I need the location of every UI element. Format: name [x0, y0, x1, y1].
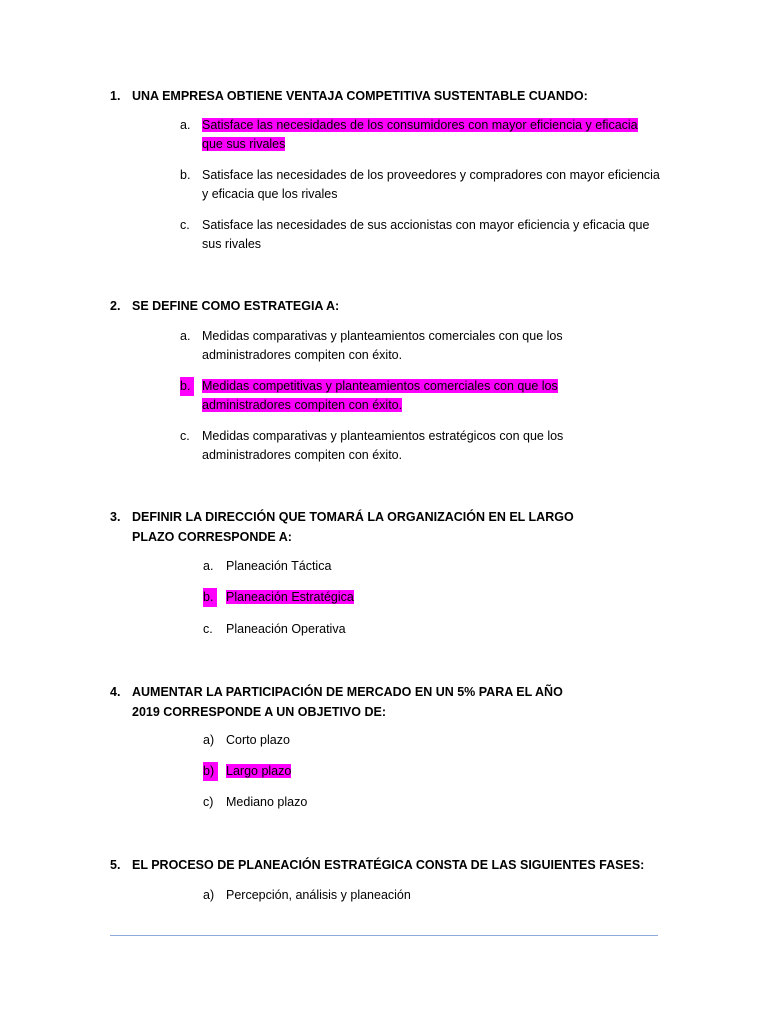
option-2b [180, 377, 600, 415]
option-4b [203, 762, 503, 781]
option-text-highlighted: Planeación Estratégica [226, 590, 354, 604]
option-letter: a) [203, 888, 215, 902]
option-5a [203, 886, 523, 905]
option-1a [180, 116, 660, 154]
option-letter: c. [180, 429, 190, 443]
question-text: UNA EMPRESA OBTIENE VENTAJA COMPETITIVA SUSTENTABLE CUANDO: [132, 89, 588, 103]
option-text: Medidas comparativas y planteamientos estratégicos con que los administradores compiten con éxito. [202, 429, 564, 462]
question-number: 4. [110, 685, 121, 699]
question-number: 1. [110, 89, 121, 103]
option-2c [180, 427, 600, 465]
option-text: Medidas comparativas y planteamientos comerciales con que los administradores compiten con éxito. [202, 329, 563, 362]
option-3b [203, 588, 503, 607]
question-3 [110, 507, 610, 547]
option-letter: c) [203, 795, 214, 809]
question-number: 3. [110, 510, 121, 524]
option-text: Planeación Táctica [226, 559, 332, 573]
option-letter: a. [180, 329, 191, 343]
option-letter: c. [180, 218, 190, 232]
option-4c [203, 793, 503, 812]
option-text: Planeación Operativa [226, 622, 346, 636]
option-text-highlighted: Medidas competitivas y planteamientos comerciales con que los administradores compiten con éxito. [202, 379, 558, 412]
option-letter: a. [180, 118, 191, 132]
question-number: 2. [110, 299, 121, 313]
question-5 [110, 855, 670, 875]
option-letter: b. [180, 168, 191, 182]
option-text: Percepción, análisis y planeación [226, 888, 411, 902]
question-text: EL PROCESO DE PLANEACIÓN ESTRATÉGICA CONSTA DE LAS SIGUIENTES FASES: [132, 858, 645, 872]
question-number: 5. [110, 858, 121, 872]
option-letter: b. [203, 588, 217, 607]
question-2 [110, 296, 670, 316]
option-letter: c. [203, 622, 213, 636]
question-text: SE DEFINE COMO ESTRATEGIA A: [132, 299, 340, 313]
option-text: Satisface las necesidades de sus accionistas con mayor eficiencia y eficacia que sus rivales [202, 218, 650, 251]
question-text: DEFINIR LA DIRECCIÓN QUE TOMARÁ LA ORGANIZACIÓN EN EL LARGO PLAZO CORRESPONDE A: [132, 510, 574, 544]
option-text-highlighted: Largo plazo [226, 764, 292, 778]
option-3a [203, 557, 503, 576]
option-text-highlighted: Satisface las necesidades de los consumidores con mayor eficiencia y eficacia que sus rivales [202, 118, 638, 151]
option-3c [203, 620, 503, 639]
option-letter: b) [203, 762, 218, 781]
option-4a [203, 731, 503, 750]
option-1c [180, 216, 660, 254]
option-letter: b. [180, 377, 194, 396]
option-text: Satisface las necesidades de los proveedores y compradores con mayor eficiencia y eficacia que los rivales [202, 168, 660, 201]
option-text: Corto plazo [226, 733, 290, 747]
option-2a [180, 327, 600, 365]
option-letter: a) [203, 733, 215, 747]
question-1 [110, 86, 670, 106]
option-1b [180, 166, 660, 204]
question-text: AUMENTAR LA PARTICIPACIÓN DE MERCADO EN UN 5% PARA EL AÑO 2019 CORRESPONDE A UN OBJETIVO DE: [132, 685, 563, 719]
footer-divider [110, 935, 658, 936]
question-4 [110, 682, 590, 722]
option-text: Mediano plazo [226, 795, 308, 809]
option-letter: a. [203, 559, 214, 573]
